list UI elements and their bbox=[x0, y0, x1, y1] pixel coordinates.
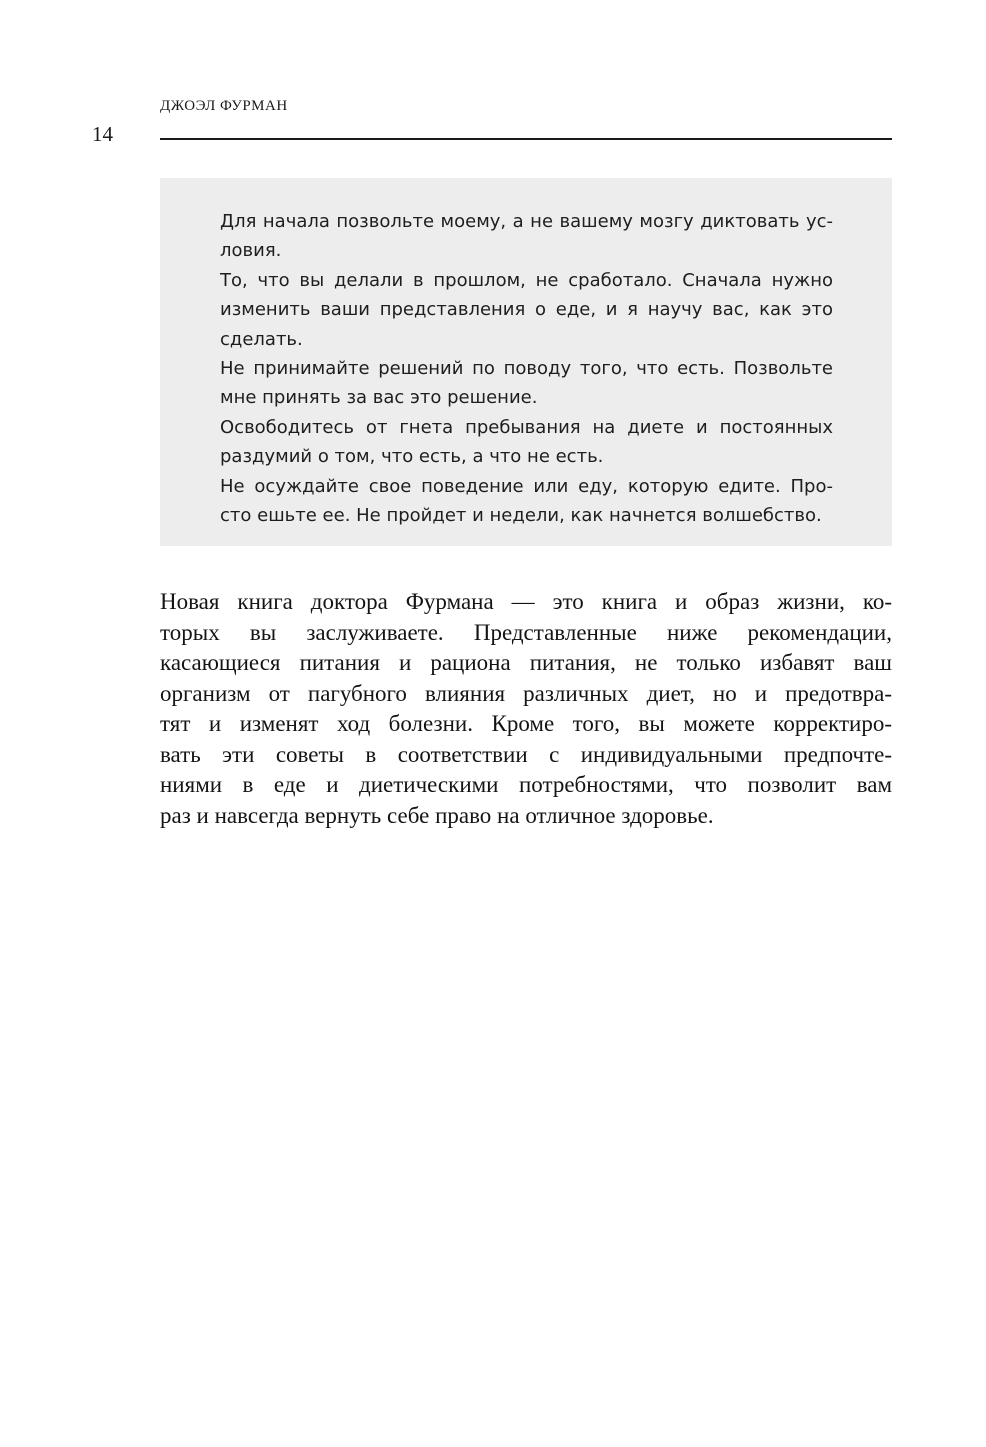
body-line: раз и навсегда вернуть себе право на отличное здоровье. bbox=[160, 802, 714, 828]
callout-line: Не принимайте решений по поводу того, что есть. Позвольте bbox=[220, 358, 833, 380]
callout-line: раздумий о том, что есть, а что не есть. bbox=[220, 446, 604, 468]
callout-line: ловия. bbox=[220, 240, 282, 262]
body-line: тят и изменят ход болезни. Кроме того, вы можете корректиро- bbox=[160, 711, 892, 736]
callout-line: сто ешьте ее. Не пройдет и недели, как начнется волшебство. bbox=[220, 505, 822, 527]
body-line: Новая книга доктора Фурмана — это книга и образ жизни, ко- bbox=[160, 589, 892, 614]
header-rule bbox=[160, 138, 892, 140]
body-paragraph bbox=[160, 587, 892, 831]
body-line: вать эти советы в соответствии с индивидуальными предпочте- bbox=[160, 741, 892, 767]
running-head: ДЖОЭЛ ФУРМАН bbox=[160, 98, 288, 114]
callout-line: мне принять за вас это решение. bbox=[220, 387, 538, 409]
body-line: торых вы заслуживаете. Представленные ниже рекомендации, bbox=[160, 619, 892, 645]
page-number: 14 bbox=[92, 122, 113, 146]
callout-box bbox=[160, 178, 892, 546]
callout-line: Освободитесь от гнета пребывания на диете и постоянных bbox=[220, 416, 833, 438]
callout-line: сделать. bbox=[220, 328, 303, 350]
callout-line: Не осуждайте свое поведение или еду, которую едите. Про- bbox=[220, 475, 833, 497]
body-line: касающиеся питания и рациона питания, не только избавят ваш bbox=[160, 650, 892, 675]
callout-line: Для начала позвольте моему, а не вашему мозгу диктовать ус- bbox=[220, 211, 833, 232]
body-line: организм от пагубного влияния различных диет, но и предотвра- bbox=[160, 680, 892, 706]
body-line: ниями в еде и диетическими потребностями, что позволит вам bbox=[160, 772, 892, 797]
callout-line: То, что вы делали в прошлом, не сработало. Сначала нужно bbox=[220, 269, 833, 291]
callout-line: изменить ваши представления о еде, и я научу вас, как это bbox=[220, 299, 833, 321]
callout-text bbox=[220, 207, 833, 530]
